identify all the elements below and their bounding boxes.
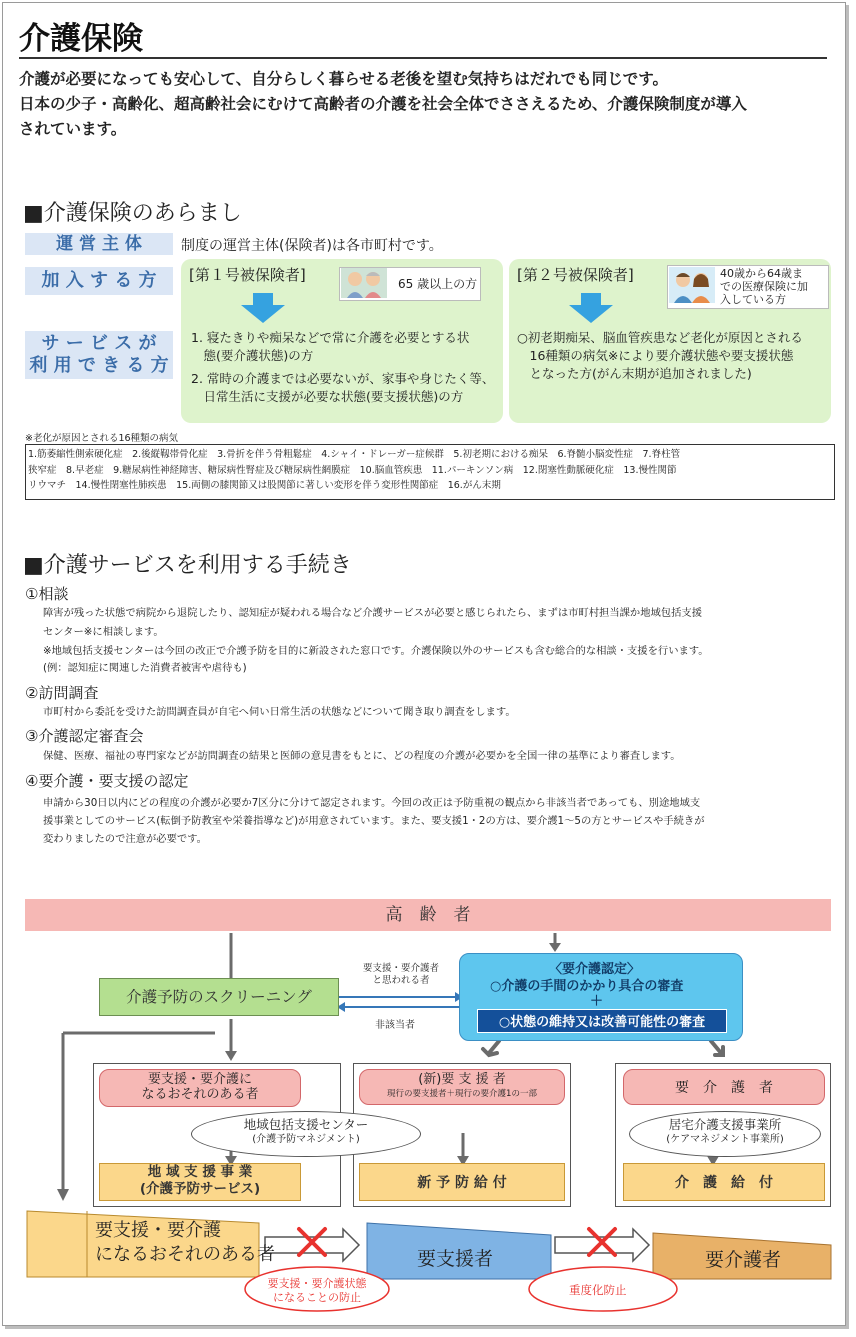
- first-item-3: 2. 常時の介護までは必要ないが、家事や身じたく等、: [191, 371, 495, 386]
- step-3-title: ③介護認定審査会: [25, 727, 144, 745]
- certification-line-2: ○状態の維持又は改善可能性の審査: [498, 1015, 706, 1030]
- arrow-right-label: [353, 963, 449, 987]
- col3-service-box: [623, 1163, 825, 1201]
- arrow-down-icon: [241, 293, 285, 323]
- second-item-3: となった方(がん末期が追加されました): [517, 366, 752, 381]
- certification-plus: ＋: [590, 994, 604, 1009]
- step-4-line-2: 援事業としてのサービス(転倒予防教室や栄養指導など)が用意されています。また、要支援1・2の方は、要介護1～5の方とサービスや手続きが: [43, 815, 705, 827]
- col1-service-line-1: 地 域 支 援 事 業: [147, 1164, 253, 1180]
- operator-text: 制度の運営主体(保険者)は各市町村です。: [181, 238, 443, 254]
- stage-1-line-2: になるおそれのある者: [95, 1244, 275, 1265]
- col1-title-box: [99, 1069, 301, 1107]
- col1-title-line-1: 要支援・要介護に: [147, 1072, 252, 1087]
- second-item-1: ○初老期痴呆、脳血管疾患など老化が原因とされる: [517, 330, 803, 345]
- col2-service: 新 予 防 給 付: [417, 1175, 507, 1191]
- middle-age-couple-icon: [669, 267, 715, 303]
- title-underline: [19, 57, 827, 59]
- operator-label: 運 営 主 体: [25, 233, 173, 255]
- certification-line-1: ○介護の手間のかかり具合の審査: [490, 979, 684, 994]
- prevent-2-label: 重度化防止: [569, 1283, 627, 1297]
- step-1-line-3: ※地域包括支援センターは今回の改正で介護予防を目的に新設された窓口です。介護保険以外のサービスも含む総合的な相談・支援を行います。: [43, 645, 709, 657]
- col3-title-box: [623, 1069, 825, 1105]
- intro-line-3: されています。: [19, 120, 127, 138]
- center-subtitle: (介護予防マネジメント): [252, 1134, 360, 1145]
- disease-note-title: ※老化が原因とされる16種類の病気: [25, 433, 179, 444]
- disease-line-3: リウマチ 14.慢性閉塞性肺疾患 15.両側の膝関節又は股関節に著しい変形を伴う変形性関節症 16.がん末期: [28, 480, 501, 491]
- second-age-line-2: での医療保険に加: [720, 280, 808, 293]
- step-2-title: ②訪問調査: [25, 684, 99, 702]
- first-item-2: 態(要介護状態)の方: [191, 348, 314, 363]
- step-1-line-1: 障害が残った状態で病院から退院したり、認知症が疑われる場合など介護サービスが必要と感じられたら、まずは市町村担当課か地域包括支援: [43, 607, 702, 619]
- step-2-line-1: 市町村から委託を受けた訪問調査員が自宅へ伺い日常生活の状態などについて聞き取り調査をします。: [43, 706, 516, 718]
- arrow-left-label: 非該当者: [375, 1020, 415, 1031]
- col3-service: 介 護 給 付: [675, 1175, 773, 1191]
- page-title: 介護保険: [19, 21, 143, 57]
- second-item-2: 16種類の病気※により要介護状態や要支援状態: [517, 348, 794, 363]
- first-age: 65 歳以上の方: [398, 277, 478, 291]
- second-insured-title: [第２号被保険者]: [517, 266, 634, 284]
- disease-list-box: [25, 444, 835, 500]
- overview-heading: ■介護保険のあらまし: [23, 201, 242, 226]
- first-item-4: 日常生活に支援が必要な状態(要支援状態)の方: [191, 389, 464, 404]
- procedure-heading: ■介護サービスを利用する手続き: [23, 553, 352, 578]
- col1-title-line-2: なるおそれのある者: [141, 1087, 259, 1102]
- center-ellipse: [191, 1111, 421, 1157]
- col2-title: (新)要 支 援 者: [418, 1072, 506, 1087]
- second-age-line-3: 入している方: [720, 293, 786, 306]
- elderly-couple-icon: [341, 268, 387, 298]
- second-age-text: [720, 267, 808, 306]
- col2-service-box: [359, 1163, 565, 1201]
- care-office-title: 居宅介護支援事業所: [668, 1117, 782, 1132]
- col1-service-line-2: (介護予防サービス): [139, 1181, 261, 1197]
- arrow-right-label-1: 要支援・要介護者: [362, 963, 439, 974]
- elderly-bar: [25, 899, 831, 931]
- step-1-line-2: センター※に相談します。: [43, 626, 164, 638]
- first-item-1: 1. 寝たきりや痴呆などで常に介護を必要とする状: [191, 330, 470, 345]
- center-title: 地域包括支援センター: [243, 1117, 369, 1132]
- disease-line-1: 1.筋萎縮性側索硬化症 2.後縦靱帯骨化症 3.骨折を伴う骨粗鬆症 4.シャイ・ドレーガー症候群 5.初老期における痴呆 6.脊髄小脳変性症 7.脊柱管: [28, 449, 681, 460]
- arrow-right-label-2: と思われる者: [372, 975, 430, 986]
- col2-title-box: [359, 1069, 565, 1105]
- prevent-1-label: [247, 1277, 387, 1305]
- step-4-title: ④要介護・要支援の認定: [25, 772, 189, 790]
- stage-1-label: [95, 1219, 275, 1267]
- stage-1-line-1: 要支援・要介護: [95, 1220, 221, 1241]
- intro-line-1: 介護が必要になっても安心して、自分らしく暮らせる老後を望む気持ちはだれでも同じです。: [19, 70, 668, 88]
- second-age-line-1: 40歳から64歳ま: [720, 267, 803, 280]
- service-label-line-2: 利 用 で き る 方: [29, 355, 169, 376]
- care-office-subtitle: (ケアマネジメント事業所): [666, 1134, 784, 1145]
- screening-label: 介護予防のスクリーニング: [126, 988, 312, 1006]
- prevent-1-line-2: になることの防止: [273, 1291, 361, 1304]
- intro-line-2: 日本の少子・高齢化、超高齢社会にむけて高齢者の介護を社会全体でささえるため、介護保険制度が導入: [19, 95, 747, 113]
- care-office-ellipse: [629, 1111, 821, 1157]
- col3-title: 要 介 護 者: [675, 1080, 773, 1096]
- stage-3-label: 要介護者: [705, 1249, 782, 1271]
- disease-line-2: 狭窄症 8.早老症 9.糖尿病性神経障害、糖尿病性腎症及び糖尿病性網膜症 10.脳血管疾患 11.パーキンソン病 12.閉塞性動脈硬化症 13.慢性関節: [28, 464, 677, 476]
- step-1-title: ①相談: [25, 585, 69, 603]
- screening-box: [99, 978, 339, 1016]
- step-4-line-1: 申請から30日以内にどの程度の介護が必要か7区分に分けて認定されます。今回の改正は予防重視の観点から非該当者であっても、別途地域支: [43, 797, 701, 809]
- step-1-line-4: (例：認知症に関連した消費者被害や虐待も): [43, 662, 247, 674]
- page: [2, 2, 846, 1326]
- stage-2-label: 要支援者: [417, 1248, 494, 1270]
- certification-title: 〈要介護認定〉: [549, 962, 641, 977]
- service-label-line-1: サ ー ビ ス が: [41, 333, 157, 354]
- col2-subtitle: 現行の要支援者＋現行の要介護1の一部: [387, 1089, 537, 1099]
- arrow-down-icon: [569, 293, 613, 323]
- first-insured-title: [第１号被保険者]: [189, 266, 306, 284]
- elderly-label: 高 齢 者: [385, 905, 471, 925]
- step-4-line-3: 変わりましたので注意が必要です。: [43, 833, 207, 845]
- prevent-1-line-1: 要支援・要介護状態: [267, 1277, 367, 1290]
- service-label: [25, 331, 173, 379]
- col1-service-box: [99, 1163, 301, 1201]
- certification-line-2-box: [477, 1009, 727, 1033]
- step-3-line-1: 保健、医療、福祉の専門家などが訪問調査の結果と医師の意見書をもとに、どの程度の介護が必要かを全国一律の基準により審査します。: [43, 750, 681, 762]
- members-label: 加 入 す る 方: [25, 267, 173, 295]
